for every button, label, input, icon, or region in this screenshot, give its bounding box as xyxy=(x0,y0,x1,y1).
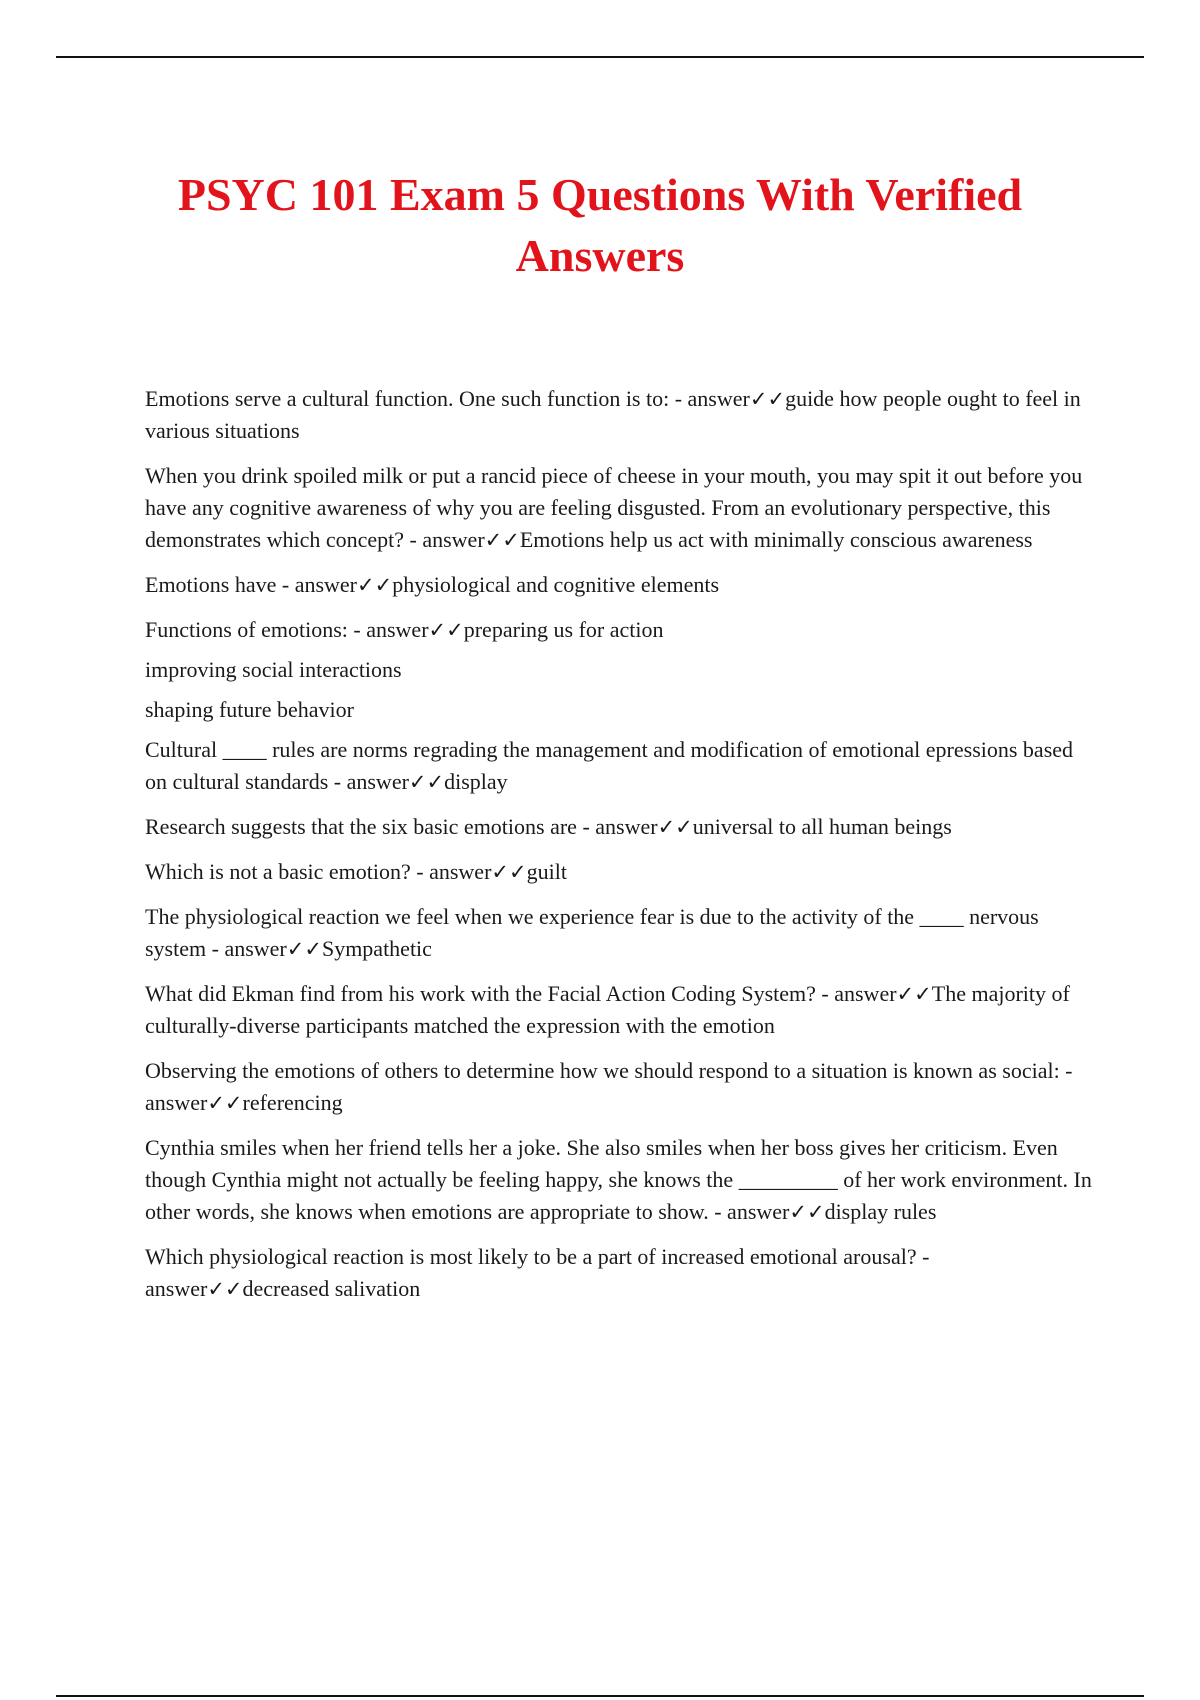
qa-item xyxy=(145,1055,1095,1119)
answer-text: Emotions help us act with minimally conscious awareness xyxy=(519,527,1033,552)
answer-text: referencing xyxy=(242,1090,343,1115)
answer-text: Sympathetic xyxy=(321,936,432,961)
answer-text: display xyxy=(444,769,508,794)
question-text: Cynthia smiles when her friend tells her a joke. She also smiles when her boss gives her criticism. Even though Cynthia might not actually be feeling happy, she knows the _________ of her work environment. In other words, she knows when emotions are appropriate to show. - answer xyxy=(145,1135,1092,1224)
qa-item xyxy=(145,569,1095,601)
question-text: Research suggests that the six basic emotions are - answer xyxy=(145,814,658,839)
double-check-icon: ✓✓ xyxy=(207,1091,243,1115)
double-check-icon: ✓✓ xyxy=(357,573,393,597)
question-text: What did Ekman find from his work with the Facial Action Coding System? - answer xyxy=(145,981,897,1006)
answer-continuation: shaping future behavior xyxy=(145,697,354,722)
question-text: Which physiological reaction is most likely to be a part of increased emotional arousal? - answer xyxy=(145,1244,930,1301)
double-check-icon: ✓✓ xyxy=(789,1200,825,1224)
answer-continuation: improving social interactions xyxy=(145,657,402,682)
double-check-icon: ✓✓ xyxy=(408,770,445,794)
qa-item xyxy=(145,614,1095,646)
question-text: Which is not a basic emotion? - answer xyxy=(145,859,492,884)
double-check-icon: ✓✓ xyxy=(484,528,520,552)
qa-item xyxy=(145,1241,1095,1305)
qa-item xyxy=(145,460,1095,556)
answer-text: decreased salivation xyxy=(242,1276,421,1301)
answer-text: guide how people ought to feel in various situations xyxy=(145,386,1081,443)
answer-text: universal to all human beings xyxy=(692,814,952,839)
document-title: PSYC 101 Exam 5 Questions With Verified Answers xyxy=(177,169,1023,281)
qa-item xyxy=(145,734,1095,798)
question-text: Emotions have - answer xyxy=(145,572,357,597)
footer-rule xyxy=(56,1695,1144,1697)
answer-text: guilt xyxy=(526,859,567,884)
question-text: Cultural ____ rules are norms regrading the management and modification of emotional epressions based on cultural standards - answer xyxy=(145,737,1074,794)
double-check-icon: ✓✓ xyxy=(896,982,932,1006)
question-text: When you drink spoiled milk or put a rancid piece of cheese in your mouth, you may spit it out before you have any cognitive awareness of why you are feeling disgusted. From an evolutionary perspective, this demonstrates which concept? - answer xyxy=(145,463,1083,552)
qa-item xyxy=(145,383,1095,447)
answer-text: physiological and cognitive elements xyxy=(392,572,720,597)
question-text: Functions of emotions: - answer xyxy=(145,617,429,642)
question-text: The physiological reaction we feel when we experience fear is due to the activity of the ____ nervous system - answer xyxy=(145,904,1039,961)
qa-item xyxy=(145,811,1095,843)
qa-item xyxy=(145,856,1095,888)
double-check-icon: ✓✓ xyxy=(749,387,786,411)
question-text: Observing the emotions of others to determine how we should respond to a situation is known as social: - answer xyxy=(145,1058,1073,1115)
qa-item xyxy=(145,978,1095,1042)
double-check-icon: ✓✓ xyxy=(428,618,464,642)
question-text: Emotions serve a cultural function. One such function is to: - answer xyxy=(145,386,750,411)
double-check-icon: ✓✓ xyxy=(207,1277,243,1301)
answer-text: preparing us for action xyxy=(463,617,664,642)
header-rule xyxy=(56,56,1144,58)
qa-item xyxy=(145,901,1095,965)
answer-text: The majority of culturally-diverse participants matched the expression with the emotion xyxy=(145,981,1070,1038)
double-check-icon: ✓✓ xyxy=(491,860,527,884)
qa-item xyxy=(145,1132,1095,1228)
double-check-icon: ✓✓ xyxy=(286,937,322,961)
double-check-icon: ✓✓ xyxy=(657,815,693,839)
qa-list xyxy=(145,383,1095,1318)
answer-text: display rules xyxy=(824,1199,937,1224)
